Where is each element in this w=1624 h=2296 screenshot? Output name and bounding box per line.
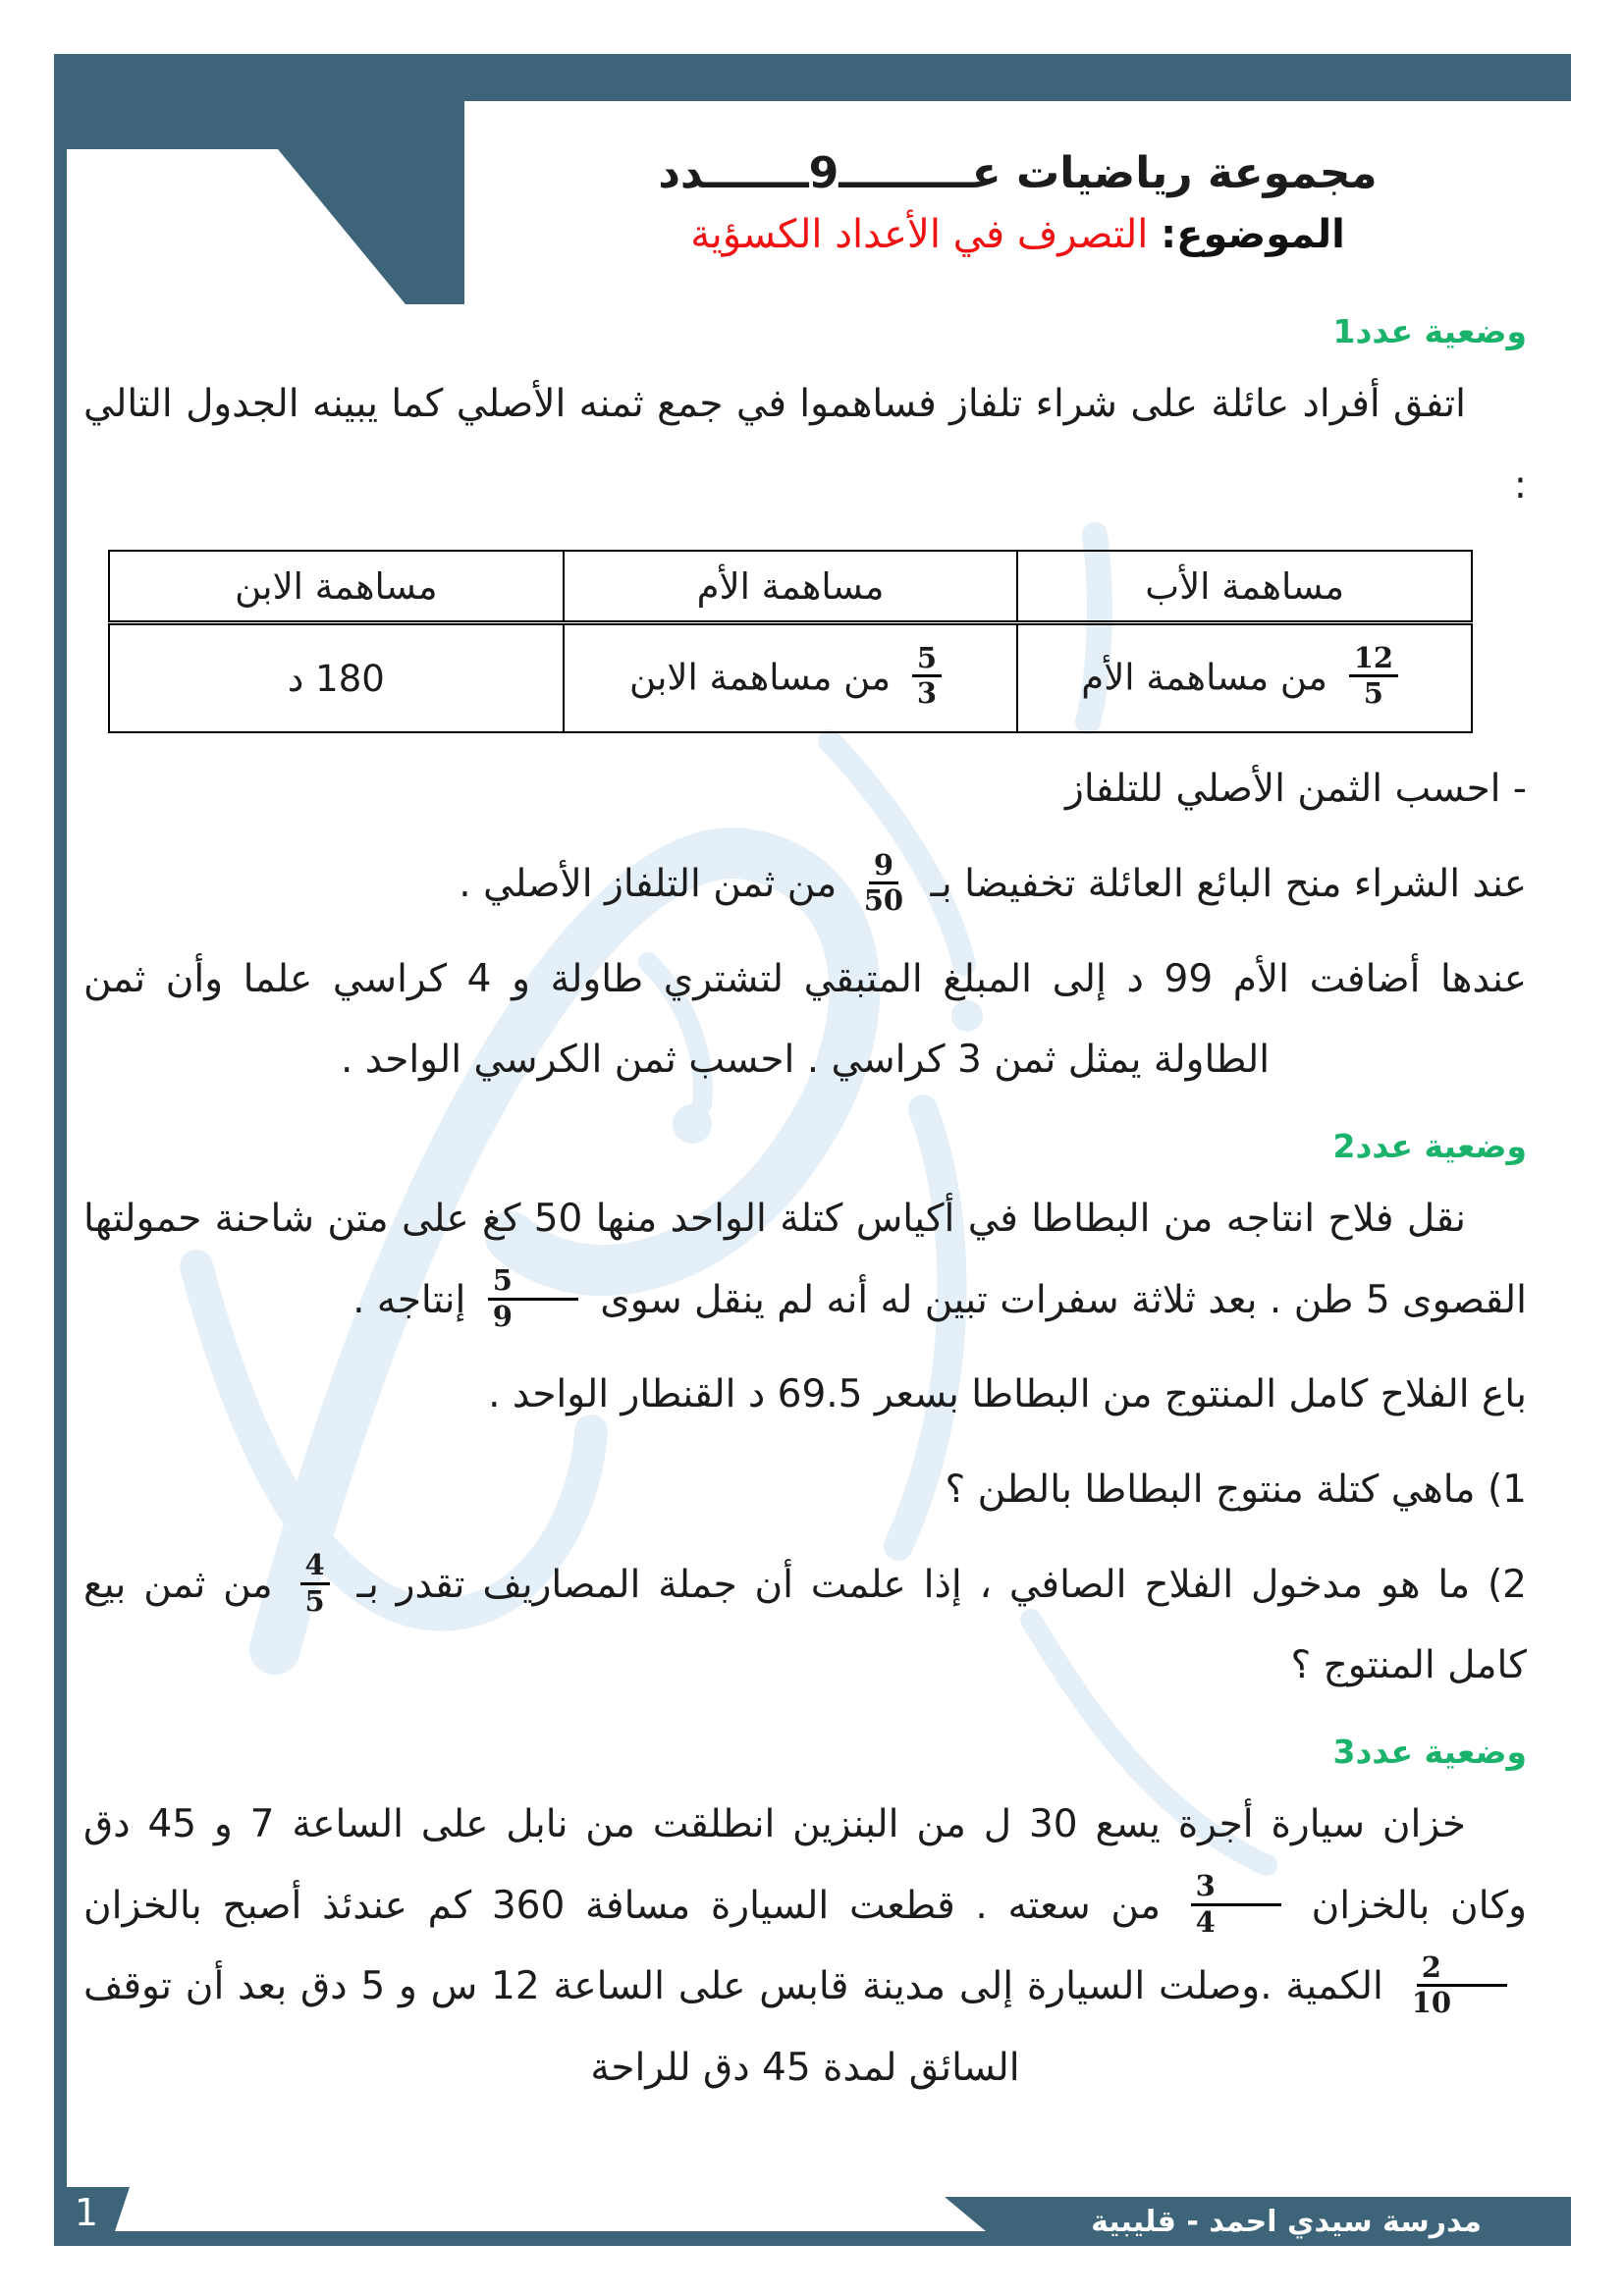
section-2 xyxy=(83,1127,1527,1707)
paragraph: نقل فلاح انتاجه من البطاطا في أكياس كتلة الواحد منها 50 كغ على متن شاحنة حمولتها القصوى 5 طن . بعد ثلاثة سفرات تبين له أنه لم ينقل سوى $\frac{5}{9}$ إنتاجه . xyxy=(83,1197,1527,1333)
subject-label: الموضوع: xyxy=(1161,212,1345,257)
school-name: مدرسة سيدي احمد - قليبية xyxy=(1091,2204,1482,2239)
paragraph: خزان سيارة أجرة يسع 30 ل من البنزين انطلقت من نابل على الساعة 7 و 45 دق وكان بالخزان $\frac{3}{4}$ من سعته . قطعت السيارة مسافة 360 كم عندئذ أصبح بالخزان $\frac{2}{10}$ الكمية .وصلت السيارة إلى مدينة قابس على الساعة 12 س و 5 دق بعد أن توقف السائق لمدة 45 دق للراحة xyxy=(83,1802,1527,2091)
header-box xyxy=(464,101,1571,304)
paragraph: اتفق أفراد عائلة على شراء تلفاز فساهموا في جمع ثمنه الأصلي كما يبينه الجدول التالي : xyxy=(83,382,1527,507)
paragraph: 1) ماهي كتلة منتوج البطاطا بالطن ؟ xyxy=(945,1468,1527,1513)
subject-line xyxy=(690,212,1345,257)
paragraph: عندها أضافت الأم 99 د إلى المبلغ المتبقي لتشتري طاولة و 4 كراسي علما وأن ثمن الطاولة يمثل ثمن 3 كراسي . احسب ثمن الكرسي الواحد . xyxy=(83,956,1527,1083)
fraction: $\frac{5}{9}$ xyxy=(488,1264,578,1333)
section-heading: وضعية عدد2 xyxy=(1332,1127,1527,1166)
table-row xyxy=(109,623,1472,733)
fraction: $\frac{4}{5}$ xyxy=(300,1549,330,1618)
table-header-cell: مساهمة الابن xyxy=(109,551,564,623)
table-cell: 180 د xyxy=(109,623,564,733)
page-number: 1 xyxy=(74,2191,99,2234)
paragraph: - احسب الثمن الأصلي للتلفاز xyxy=(1065,767,1527,812)
paragraph: عند الشراء منح البائع العائلة تخفيضا بـ $\frac{9}{50}$ من ثمن التلفاز الأصلي . xyxy=(459,847,1527,918)
left-border xyxy=(54,54,67,2246)
fraction: $\frac{9}{50}$ xyxy=(863,847,904,918)
fraction: $\frac{3}{4}$ xyxy=(1191,1870,1281,1939)
worksheet-title: مجموعة رياضيات عـــــــــ9ـــــــدد xyxy=(658,148,1378,198)
section-1 xyxy=(83,312,1527,1101)
contribution-table xyxy=(108,550,1473,733)
section-3 xyxy=(83,1733,1527,2109)
fraction: $\frac{2}{10}$ xyxy=(1407,1951,1517,2020)
table-header-cell: مساهمة الأم xyxy=(564,551,1018,623)
fraction: $\frac{12}{5}$ xyxy=(1349,642,1398,711)
subject-text: التصرف في الأعداد الكسؤية xyxy=(690,212,1149,257)
table-cell: $\frac{5}{3}$ من مساهمة الابن xyxy=(564,623,1018,733)
table-header-cell: مساهمة الأب xyxy=(1017,551,1472,623)
content xyxy=(83,312,1527,2123)
table-cell: $\frac{12}{5}$ من مساهمة الأم xyxy=(1017,623,1472,733)
paragraph: 2) ما هو مدخول الفلاح الصافي ، إذا علمت أن جملة المصاريف تقدر بـ $\frac{4}{5}$ من ثمن بيع كامل المنتوج ؟ xyxy=(83,1548,1527,1688)
section-heading: وضعية عدد1 xyxy=(1332,312,1527,350)
section-heading: وضعية عدد3 xyxy=(1332,1733,1527,1772)
paragraph: باع الفلاح كامل المنتوج من البطاطا بسعر 69.5 د القنطار الواحد . xyxy=(488,1372,1527,1417)
fraction: $\frac{5}{3}$ xyxy=(912,642,942,711)
